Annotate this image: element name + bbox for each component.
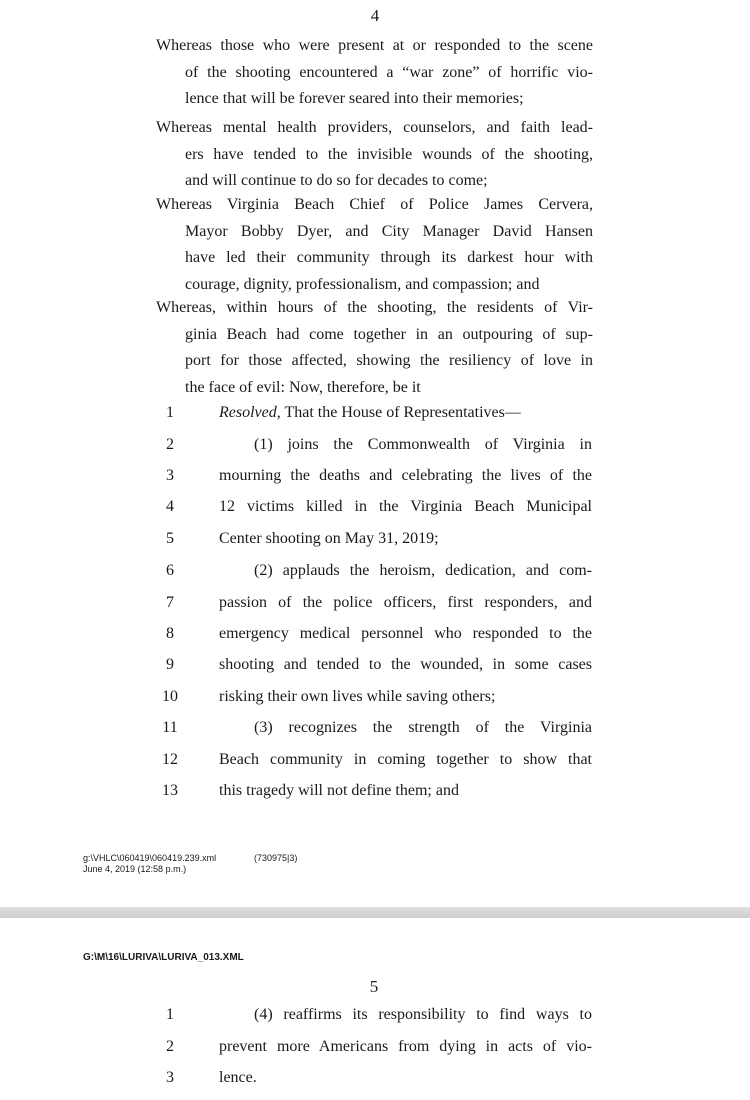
page-header: G:\M\16\LURIVA\LURIVA_013.XML (83, 952, 244, 963)
line-number: 2 (166, 1038, 174, 1055)
whereas-paragraph (156, 295, 593, 401)
line-number: 8 (166, 625, 174, 642)
document-page-5 (0, 918, 750, 1100)
paragraph-line: lence that will be forever seared into their memories; (185, 90, 524, 107)
resolution-line: risking their own lives while saving others; (219, 688, 496, 705)
resolved-text: , That the House of Representatives— (276, 404, 521, 421)
whereas-paragraph (156, 115, 593, 195)
resolution-line: Beach community in coming together to show that (219, 751, 592, 768)
page-separator (0, 907, 750, 918)
resolution-line: (4) reaffirms its responsibility to find ways to (254, 1006, 592, 1023)
page-number: 5 (369, 977, 379, 996)
paragraph-line: port for those affected, showing the resiliency of love in (185, 352, 593, 369)
resolved-word: Resolved (219, 404, 277, 421)
line-number: 12 (162, 751, 178, 768)
paragraph-line: Mayor Bobby Dyer, and City Manager David Hansen (185, 222, 593, 240)
resolution-line: Center shooting on May 31, 2019; (219, 530, 439, 547)
whereas-paragraph (156, 192, 593, 298)
paragraph-line: Whereas mental health providers, counselors, and faith lead- (156, 119, 593, 136)
paragraph-line: of the shooting encountered a “war zone” of horrific vio- (185, 63, 593, 81)
line-number: 7 (166, 594, 174, 611)
resolution-line: (1) joins the Commonwealth of Virginia in (254, 436, 592, 453)
footer-file-path: g:\VHLC\060419\060419.239.xml (83, 853, 217, 863)
resolution-line: passion of the police officers, first responders, and (219, 594, 592, 611)
line-number: 1 (166, 1006, 174, 1023)
line-number: 9 (166, 656, 174, 673)
paragraph-line: Whereas, within hours of the shooting, the residents of Vir- (156, 299, 593, 316)
resolution-line: shooting and tended to the wounded, in some cases (219, 656, 592, 673)
resolution-line: prevent more Americans from dying in acts of vio- (219, 1038, 592, 1055)
line-number: 3 (166, 1069, 174, 1086)
paragraph-line: Whereas those who were present at or responded to the scene (156, 37, 593, 54)
paragraph-line: Whereas Virginia Beach Chief of Police James Cervera, (156, 196, 593, 213)
paragraph-line: ginia Beach had come together in an outpouring of sup- (185, 325, 593, 343)
whereas-paragraph (156, 33, 593, 113)
resolution-line: (2) applauds the heroism, dedication, and com- (254, 562, 592, 579)
resolved-clause (219, 404, 592, 422)
line-number: 11 (162, 719, 178, 736)
page-footer (83, 853, 298, 875)
line-number: 1 (166, 404, 174, 421)
paragraph-line: have led their community through its darkest hour with (185, 249, 593, 266)
resolution-line: mourning the deaths and celebrating the lives of the (219, 467, 592, 484)
page-number: 4 (370, 6, 380, 25)
resolution-line: (3) recognizes the strength of the Virginia (254, 719, 592, 736)
line-number: 6 (166, 562, 174, 579)
resolution-line: this tragedy will not define them; and (219, 782, 459, 799)
resolution-line: 12 victims killed in the Virginia Beach Municipal (219, 498, 592, 515)
paragraph-line: the face of evil: Now, therefore, be it (185, 378, 421, 396)
line-number: 3 (166, 467, 174, 484)
paragraph-line: ers have tended to the invisible wounds of the shooting, (185, 145, 593, 163)
paragraph-line: and will continue to do so for decades to come; (185, 172, 488, 189)
line-number: 10 (162, 688, 178, 705)
resolution-line: lence. (219, 1069, 257, 1086)
paragraph-line: courage, dignity, professionalism, and compassion; and (185, 275, 540, 293)
footer-date: June 4, 2019 (12:58 p.m.) (83, 864, 187, 874)
line-number: 4 (166, 498, 174, 515)
line-number: 2 (166, 436, 174, 453)
line-number: 5 (166, 530, 174, 547)
line-number: 13 (162, 782, 178, 799)
resolution-line: emergency medical personnel who responded to the (219, 625, 592, 642)
footer-code: (730975|3) (254, 853, 298, 863)
